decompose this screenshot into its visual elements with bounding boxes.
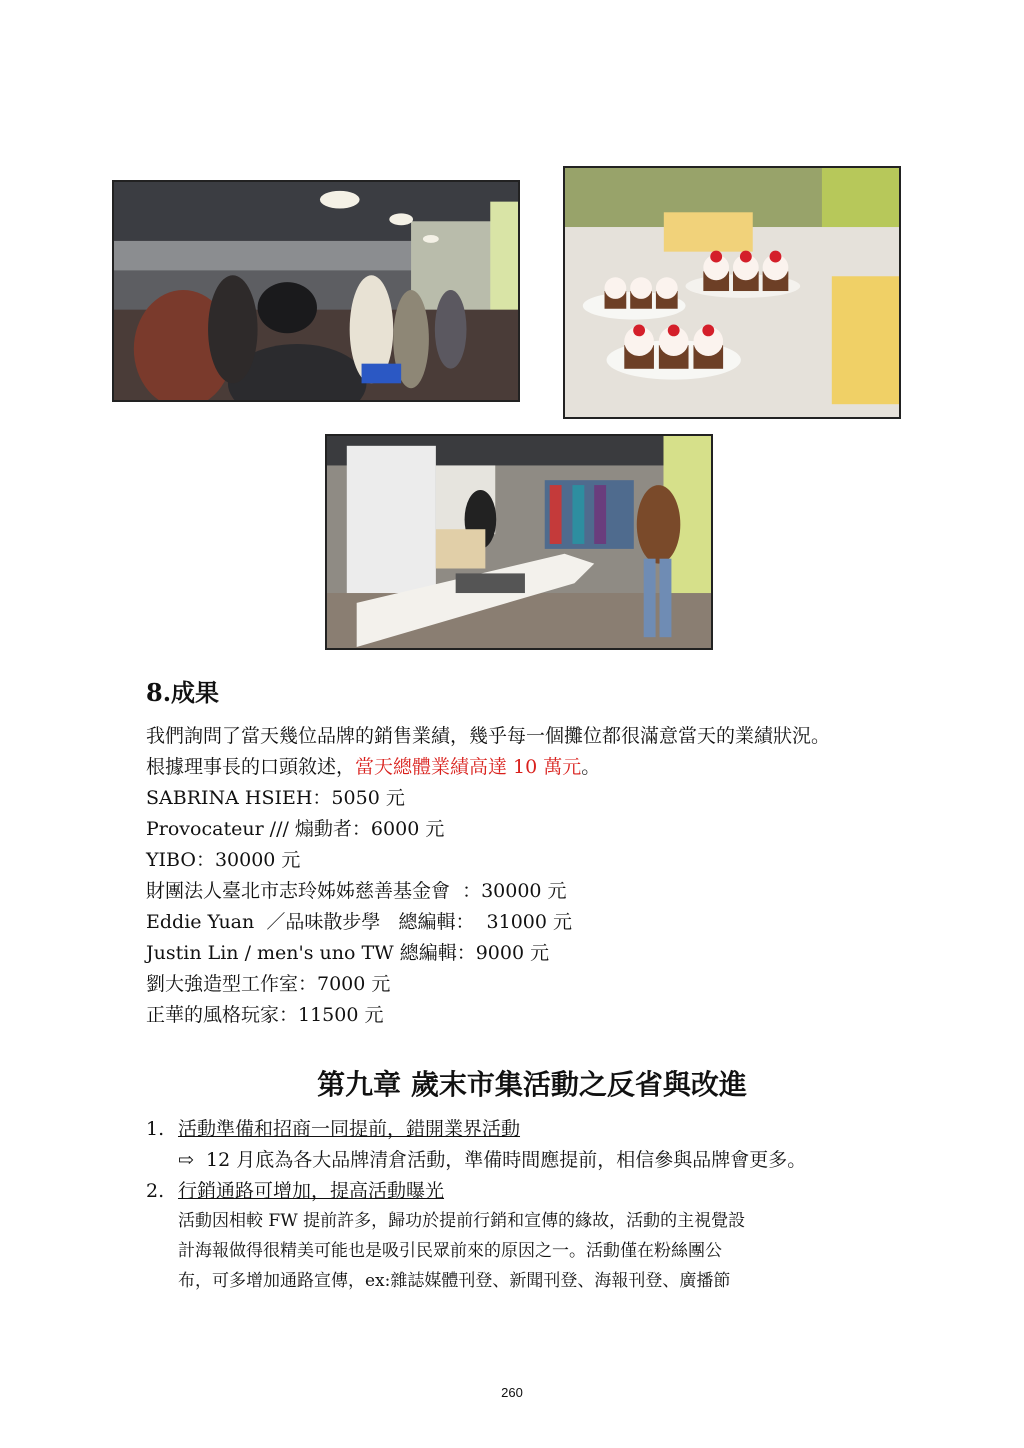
sales-entry: 正華的風格玩家：11500 元 [146,1004,384,1026]
sales-entry: YIBO：30000 元 [146,849,301,871]
market-crowd-photo [112,180,520,402]
page-number: 260 [501,1385,523,1400]
sales-entry: SABRINA HSIEH：5050 元 [146,787,405,809]
cupcake-dessert-photo [563,166,901,419]
vendor-booth-photo [325,434,713,650]
sales-entry: Provocateur /// 煽動者：6000 元 [146,818,445,840]
list-item-title: 活動準備和招商一同提前，錯開業界活動 [178,1118,521,1140]
paragraph-line: 布，可多增加通路宣傳，ex:雜誌媒體刊登、新聞刊登、海報刊登、廣播節 [178,1271,731,1291]
list-item [146,1120,520,1139]
detail-text: 12 月底為各大品牌清倉活動，準備時間應提前，相信參與品牌會更多。 [206,1149,807,1171]
list-item-number: 1. [146,1118,165,1140]
intro-line-1: 我們詢問了當天幾位品牌的銷售業績，幾乎每一個攤位都很滿意當天的業績狀況。 [146,725,831,747]
list-item [146,1182,444,1201]
list-item-title: 行銷通路可增加，提高活動曝光 [178,1180,445,1202]
list-item-detail [178,1151,806,1170]
intro-line-2-prefix: 根據理事長的口頭敘述， [146,756,356,778]
intro-line-2-suffix: 。 [581,756,601,778]
paragraph-line: 活動因相較 FW 提前許多，歸功於提前行銷和宣傳的緣故，活動的主視覺設 [178,1211,746,1231]
total-sales-highlight: 當天總體業績高達 10 萬元 [355,756,582,778]
chapter-title: 第九章 歲末市集活動之反省與改進 [317,1068,747,1101]
sales-entry: Justin Lin / men's uno TW 總編輯：9000 元 [146,942,550,964]
sales-entry: Eddie Yuan ／品味散步學 總編輯： 31000 元 [146,911,573,933]
section-heading: 8.成果 [146,678,220,707]
arrow-icon: ⇨ [178,1149,194,1171]
sales-entry: 財團法人臺北市志玲姊姊慈善基金會 ：30000 元 [146,880,567,902]
intro-line-2 [146,758,600,777]
list-item-number: 2. [146,1180,165,1202]
paragraph-line: 計海報做得很精美可能也是吸引民眾前來的原因之一。活動僅在粉絲團公 [178,1241,722,1261]
sales-entry: 劉大強造型工作室：7000 元 [146,973,391,995]
